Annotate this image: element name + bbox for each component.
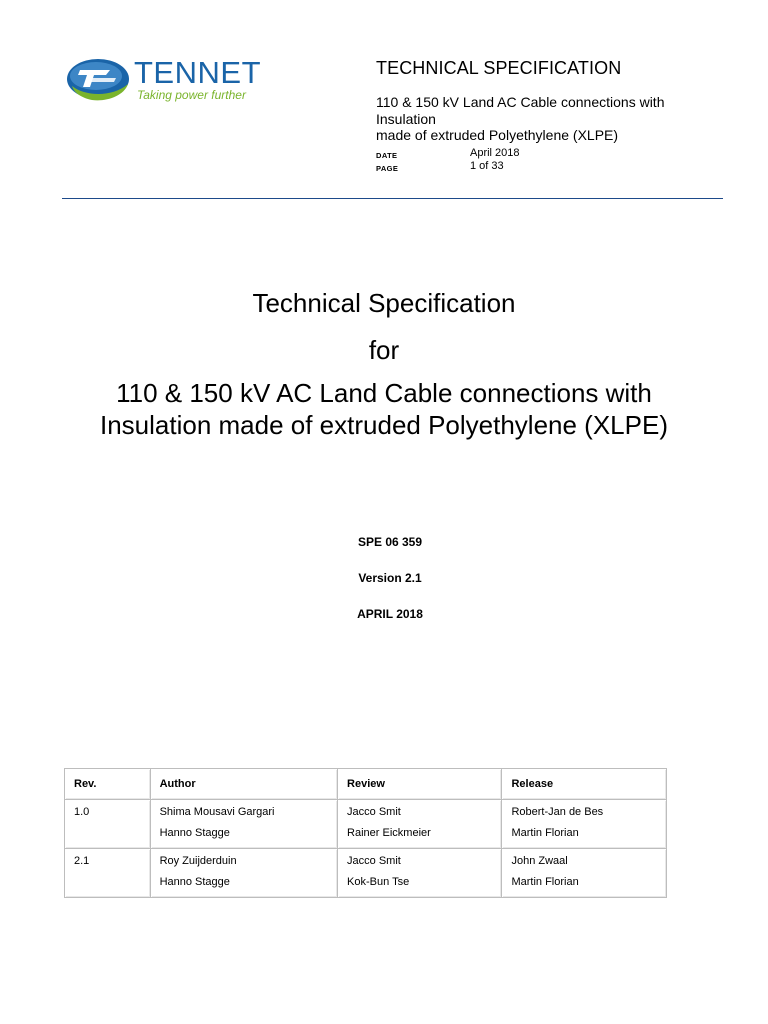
reviewer-name: Rainer Eickmeier bbox=[347, 826, 431, 839]
meta-page-label: PAGE bbox=[376, 164, 399, 173]
review-cell bbox=[338, 800, 502, 849]
meta-date-value: April 2018 bbox=[470, 147, 520, 159]
author-cell bbox=[151, 800, 338, 849]
reviewer-name: Jacco Smit bbox=[347, 855, 401, 867]
spec-number: SPE 06 359 bbox=[357, 535, 423, 549]
tennet-logo-graphic bbox=[66, 56, 286, 106]
document-title-line1: Technical Specification bbox=[252, 288, 516, 318]
rev-number: 1.0 bbox=[74, 806, 90, 818]
reviewer-name: Jacco Smit bbox=[347, 806, 401, 818]
header-title: TECHNICAL SPECIFICATION bbox=[376, 58, 622, 78]
document-title-line4: Insulation made of extruded Polyethylene (XLPE) bbox=[99, 410, 668, 440]
revision-table bbox=[64, 768, 667, 898]
header-divider bbox=[62, 198, 723, 199]
header-subtitle-line: 110 & 150 kV Land AC Cable connections with bbox=[376, 94, 665, 110]
tennet-logo bbox=[66, 56, 286, 106]
logo-wordmark: TENNET bbox=[134, 56, 261, 90]
author-name: Roy Zuijderduin bbox=[159, 855, 237, 867]
column-header-author: Author bbox=[151, 769, 338, 800]
meta-date-label: DATE bbox=[376, 151, 398, 160]
rev-number: 2.1 bbox=[74, 855, 90, 867]
spec-version: Version 2.1 bbox=[358, 571, 422, 585]
header-subtitle bbox=[376, 94, 716, 144]
header-subtitle-line: Insulation bbox=[376, 110, 436, 127]
meta-page-value: 1 of 33 bbox=[470, 160, 504, 172]
releaser-name: Martin Florian bbox=[511, 875, 579, 888]
reviewer-name: Kok-Bun Tse bbox=[347, 875, 410, 888]
release-cell bbox=[502, 800, 667, 849]
author-name: Hanno Stagge bbox=[159, 875, 230, 888]
spec-date: APRIL 2018 bbox=[357, 607, 423, 621]
release-cell bbox=[502, 849, 667, 898]
column-header-release: Release bbox=[502, 769, 667, 800]
author-name: Hanno Stagge bbox=[159, 826, 230, 839]
table-row bbox=[65, 849, 667, 898]
releaser-name: Martin Florian bbox=[511, 826, 579, 839]
logo-tagline: Taking power further bbox=[137, 88, 246, 102]
releaser-name: John Zwaal bbox=[511, 855, 568, 867]
table-row bbox=[65, 800, 667, 849]
column-header-rev: Rev. bbox=[65, 769, 151, 800]
author-name: Shima Mousavi Gargari bbox=[159, 806, 275, 818]
author-cell bbox=[151, 849, 338, 898]
header-subtitle-line: made of extruded Polyethylene (XLPE) bbox=[376, 127, 619, 143]
document-title-line3: 110 & 150 kV AC Land Cable connections with bbox=[116, 378, 652, 408]
review-cell bbox=[338, 849, 502, 898]
rev-cell bbox=[65, 800, 151, 849]
document-title-line2: for bbox=[368, 335, 400, 365]
rev-cell bbox=[65, 849, 151, 898]
releaser-name: Robert-Jan de Bes bbox=[511, 806, 604, 818]
table-header-row bbox=[65, 769, 667, 800]
column-header-review: Review bbox=[338, 769, 502, 800]
